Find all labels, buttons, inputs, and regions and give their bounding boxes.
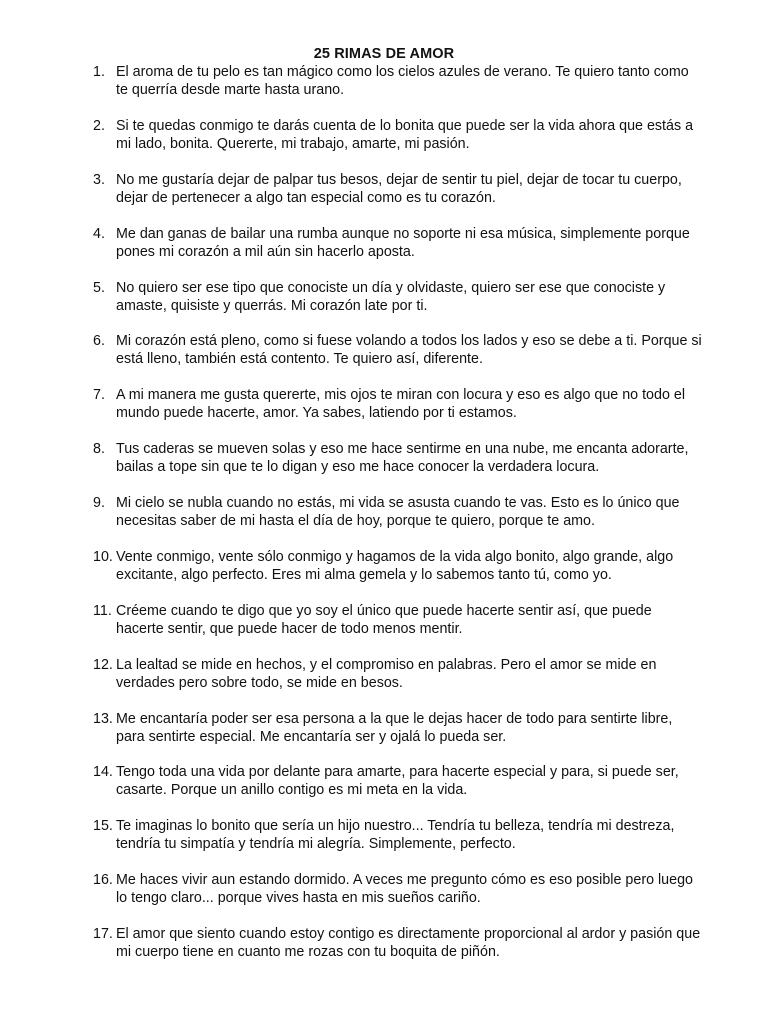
list-item <box>93 763 703 799</box>
rhyme-list <box>93 63 703 979</box>
document-title: 25 RIMAS DE AMOR <box>313 46 455 62</box>
list-item-number: 4. <box>93 225 105 242</box>
list-item-number: 6. <box>93 333 105 350</box>
list-item-number: 13. <box>93 710 113 727</box>
list-item-text: No quiero ser ese tipo que conociste un día y olvidaste, quiero ser ese que conociste y amaste, quisiste y querrás. Mi corazón late por ti. <box>116 279 666 314</box>
list-item-text: Me dan ganas de bailar una rumba aunque no soporte ni esa música, simplemente porque pones mi corazón a mil aún sin hacerlo aposta. <box>116 225 690 260</box>
list-item-number: 8. <box>93 441 105 458</box>
list-item <box>93 117 703 153</box>
list-item-number: 12. <box>93 656 113 673</box>
list-item <box>93 548 703 584</box>
list-item-number: 16. <box>93 872 113 889</box>
list-item-text: A mi manera me gusta quererte, mis ojos te miran con locura y eso es algo que no todo el mundo puede hacerte, amor. Ya sabes, latiendo por ti estamos. <box>116 387 685 422</box>
list-item <box>93 602 703 638</box>
list-item-text: El aroma de tu pelo es tan mágico como los cielos azules de verano. Te quiero tanto como te querría desde marte hasta urano. <box>116 64 689 99</box>
list-item-number: 3. <box>93 171 105 188</box>
list-item-number: 9. <box>93 495 105 511</box>
list-item <box>93 225 703 261</box>
list-item-text: Mi corazón está pleno, como si fuese volando a todos los lados y eso se debe a ti. Porque si está lleno, también está contento. Te quiero así, diferente. <box>116 333 702 368</box>
list-item-text: Créeme cuando te digo que yo soy el único que puede hacerte sentir así, que puede hacerte sentir, que puede hacer de todo menos mentir. <box>116 602 652 637</box>
list-item-text: Me haces vivir aun estando dormido. A veces me pregunto cómo es eso posible pero luego lo tengo claro... porque vives hasta en mis sueños cariño. <box>116 872 693 907</box>
list-item-number: 10. <box>93 548 113 565</box>
list-item <box>93 494 703 530</box>
list-item <box>93 386 703 422</box>
list-item <box>93 63 703 99</box>
list-item-number: 5. <box>93 279 105 296</box>
list-item <box>93 656 703 692</box>
list-item-text: Mi cielo se nubla cuando no estás, mi vida se asusta cuando te vas. Esto es lo único que necesitas saber de mi hasta el día de hoy, porque te quiero, porque te amo. <box>116 495 680 530</box>
list-item-text: El amor que siento cuando estoy contigo es directamente proporcional al ardor y pasión que mi cuerpo tiene en cuanto me rozas con tu boquita de piñón. <box>116 926 701 961</box>
list-item-number: 11. <box>93 602 112 619</box>
list-item-text: No me gustaría dejar de palpar tus besos, dejar de sentir tu piel, dejar de tocar tu cuerpo, dejar de pertenecer a algo tan especial como es tu corazón. <box>116 171 682 206</box>
list-item-text: Te imaginas lo bonito que sería un hijo nuestro... Tendría tu belleza, tendría mi destreza, tendría tu simpatía y tendría mi alegría. Simplemente, perfecto. <box>116 818 675 853</box>
list-item-number: 2. <box>93 117 105 134</box>
list-item <box>93 332 703 368</box>
list-item-text: Si te quedas conmigo te darás cuenta de lo bonita que puede ser la vida ahora que estás a mi lado, bonita. Quererte, mi trabajo, amarte, mi pasión. <box>116 117 694 152</box>
list-item-number: 7. <box>93 387 105 404</box>
list-item <box>93 871 703 907</box>
list-item-text: Me encantaría poder ser esa persona a la que le dejas hacer de todo para sentirte libre, para sentirte especial. Me encantaría ser y ojalá lo pueda ser. <box>116 710 673 745</box>
list-item-number: 17. <box>93 926 113 942</box>
list-item <box>93 925 703 961</box>
list-item <box>93 279 703 315</box>
list-item-number: 15. <box>93 818 113 835</box>
list-item-number: 1. <box>93 64 105 80</box>
list-item-text: Vente conmigo, vente sólo conmigo y hagamos de la vida algo bonito, algo grande, algo excitante, algo perfecto. Eres mi alma gemela y lo sabemos tanto tú, como yo. <box>116 548 674 583</box>
list-item-text: La lealtad se mide en hechos, y el compromiso en palabras. Pero el amor se mide en verdades pero sobre todo, se mide en besos. <box>116 656 657 691</box>
list-item <box>93 710 703 746</box>
list-item-number: 14. <box>93 764 113 781</box>
list-item <box>93 440 703 476</box>
list-item-text: Tus caderas se mueven solas y eso me hace sentirme en una nube, me encanta adorarte, bailas a tope sin que te lo digan y eso me hace conocer la verdadera locura. <box>116 441 689 476</box>
list-item-text: Tengo toda una vida por delante para amarte, para hacerte especial y para, si puede ser, casarte. Porque un anillo contigo es mi meta en la vida. <box>116 764 679 799</box>
list-item <box>93 171 703 207</box>
list-item <box>93 817 703 853</box>
